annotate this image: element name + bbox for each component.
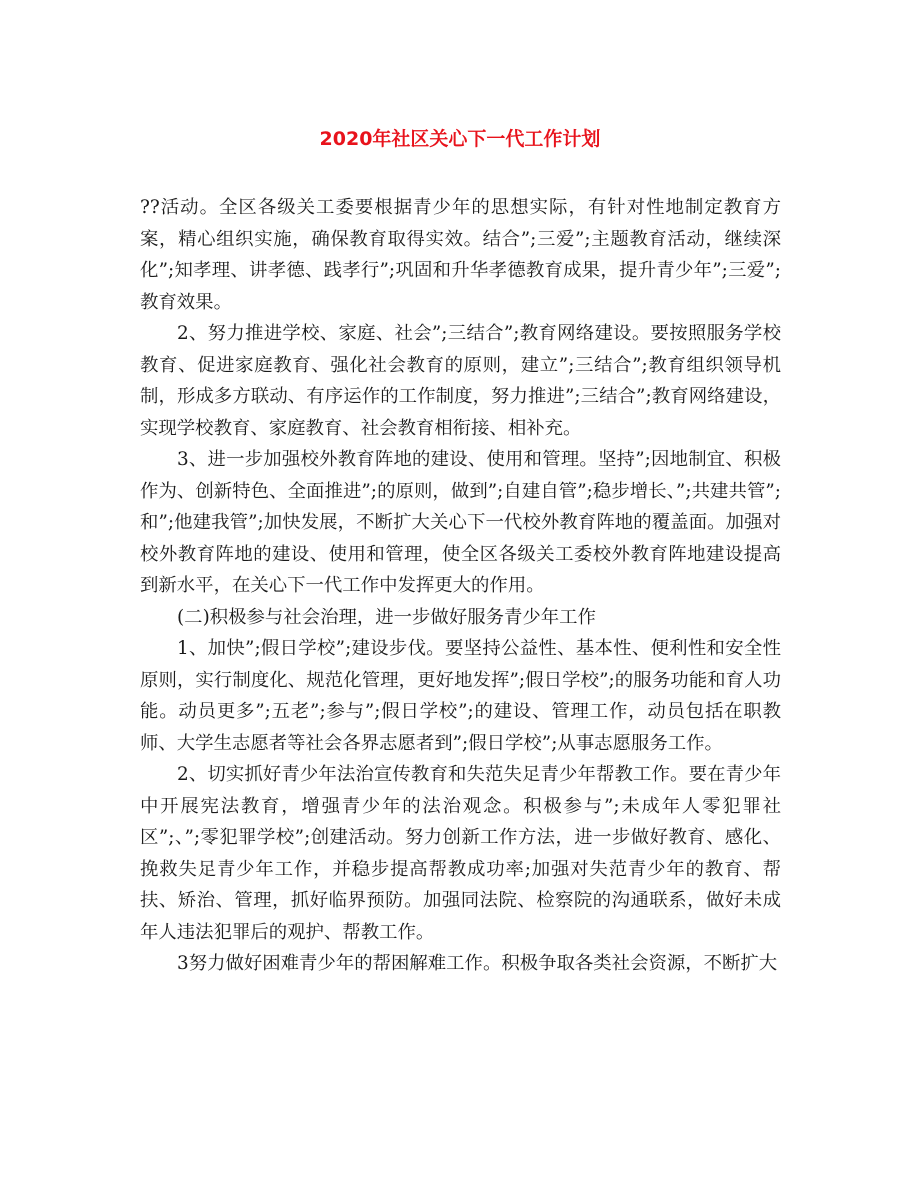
paragraph-7: 3努力做好困难青少年的帮困解难工作。积极争取各类社会资源，不断扩大	[177, 953, 778, 974]
document-body	[140, 192, 781, 980]
paragraph-2: 2、努力推进学校、家庭、社会”;三结合”;教育网络建设。要按照服务学校教育、促进家庭教育、强化社会教育的原则，建立”;三结合”;教育组织领导机制，形成多方联动、有序运作的工作制度，努力推进”;三结合”;教育网络建设，实现学校教育、家庭教育、社会教育相衔接、相补充。	[140, 323, 781, 439]
section-heading-2: (二)积极参与社会治理，进一步做好服务青少年工作	[177, 606, 596, 628]
paragraph-5: 1、加快”;假日学校”;建设步伐。要坚持公益性、基本性、便利性和安全性原则，实行制度化、规范化管理，更好地发挥”;假日学校”;的服务功能和育人功能。动员更多”;五老”;参与”;假日学校”;的建设、管理工作，动员包括在职教师、大学生志愿者等社会各界志愿者到”;假日学校”;从事志愿服务工作。	[140, 638, 781, 754]
paragraph-1: ??活动。全区各级关工委要根据青少年的思想实际，有针对性地制定教育方案，精心组织实施，确保教育取得实效。结合”;三爱”;主题教育活动，继续深化”;知孝理、讲孝德、践孝行”;巩固和升华孝德教育成果，提升青少年”;三爱”;教育效果。	[140, 197, 781, 313]
paragraph-3: 3、进一步加强校外教育阵地的建设、使用和管理。坚持”;因地制宜、积极作为、创新特色、全面推进”;的原则，做到”;自建自管”;稳步增长、”;共建共管”;和”;他建我管”;加快发展，不断扩大关心下一代校外教育阵地的覆盖面。加强对校外教育阵地的建设、使用和管理，使全区各级关工委校外教育阵地建设提高到新水平，在关心下一代工作中发挥更大的作用。	[140, 449, 781, 596]
paragraph-6: 2、切实抓好青少年法治宣传教育和失范失足青少年帮教工作。要在青少年中开展宪法教育，增强青少年的法治观念。积极参与”;未成年人零犯罪社区”;、”;零犯罪学校”;创建活动。努力创新工作方法，进一步做好教育、感化、挽救失足青少年工作，并稳步提高帮教成功率;加强对失范青少年的教育、帮扶、矫治、管理，抓好临界预防。加强同法院、检察院的沟通联系，做好未成年人违法犯罪后的观护、帮教工作。	[140, 764, 781, 943]
document-title: 2020年社区关心下一代工作计划	[319, 128, 601, 150]
